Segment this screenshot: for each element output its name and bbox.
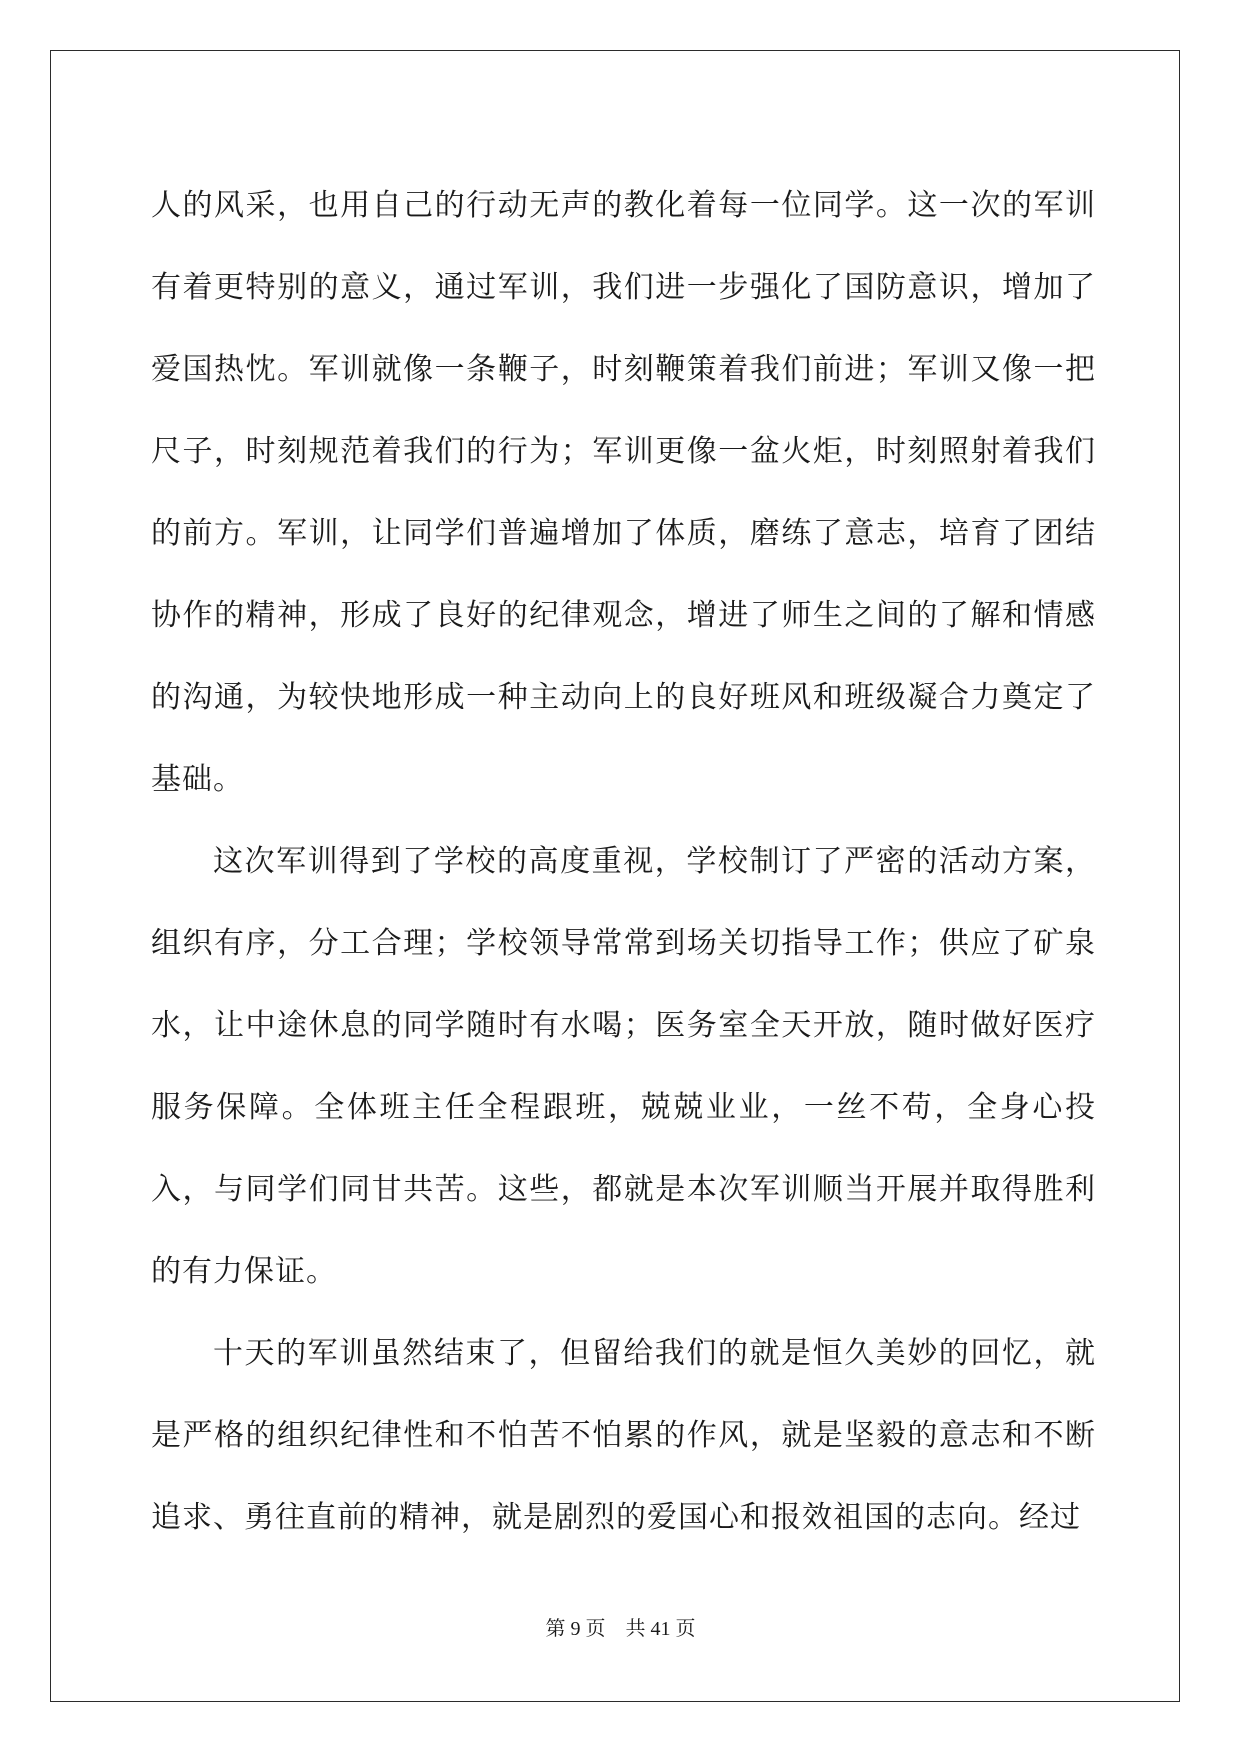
paragraph-1: 人的风采，也用自己的行动无声的教化着每一位同学。这一次的军训有着更特别的意义，通过军训，我们进一步强化了国防意识，增加了爱国热忱。军训就像一条鞭子，时刻鞭策着我们前进；军训又像一把尺子，时刻规范着我们的行为；军训更像一盆火炬，时刻照射着我们的前方。军训，让同学们普遍增加了体质，磨练了意志，培育了团结协作的精神，形成了良好的纪律观念，增进了师生之间的了解和情感的沟通，为较快地形成一种主动向上的良好班风和班级凝合力奠定了基础。	[151, 188, 1096, 797]
paragraph-3: 十天的军训虽然结束了，但留给我们的就是恒久美妙的回忆，就是严格的组织纪律性和不怕苦不怕累的作风，就是坚毅的意志和不断追求、勇往直前的精神，就是剧烈的爱国心和报效祖国的志向。经过	[151, 1336, 1096, 1535]
page-number: 第 9 页	[545, 1618, 606, 1640]
footer-gap	[606, 1618, 626, 1640]
total-pages: 共 41 页	[625, 1618, 696, 1640]
document-body	[151, 165, 1096, 1559]
paragraph-2: 这次军训得到了学校的高度重视，学校制订了严密的活动方案，组织有序，分工合理；学校领导常常到场关切指导工作；供应了矿泉水，让中途休息的同学随时有水喝；医务室全天开放，随时做好医疗服务保障。全体班主任全程跟班，兢兢业业，一丝不苟，全身心投入，与同学们同甘共苦。这些，都就是本次军训顺当开展并取得胜利的有力保证。	[151, 844, 1096, 1289]
page-footer	[0, 1612, 1241, 1641]
